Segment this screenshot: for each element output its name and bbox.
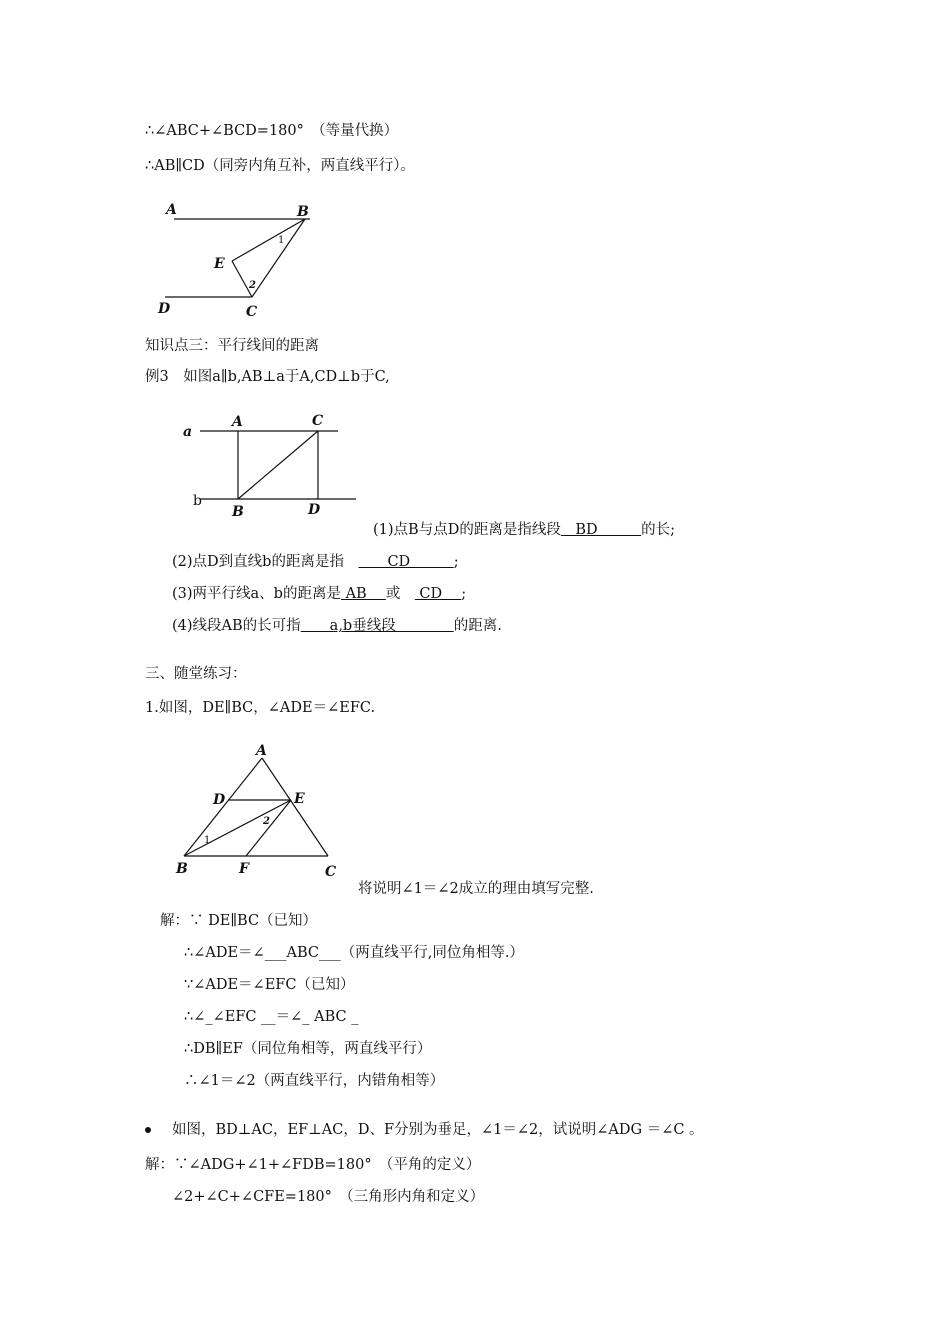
- proof-line-1: ∴∠ABC+∠BCD=180° （等量代换）: [145, 123, 399, 139]
- answer-blank-cd-2[interactable]: CD: [414, 586, 462, 602]
- solution-line-5: ∴DB∥EF（同位角相等，两直线平行）: [184, 1041, 432, 1057]
- answer-blank-abc-2[interactable]: _ ABC _: [302, 1009, 359, 1025]
- solution-line-4: ∴∠_∠EFC __＝∠_ ABC _: [184, 1009, 359, 1025]
- fig1-label-1: 1: [278, 235, 285, 246]
- example-3-text: 例3 如图a∥b,AB⊥a于A,CD⊥b于C,: [145, 369, 390, 385]
- solution-line-3: ∵∠ADE＝∠EFC（已知）: [184, 977, 355, 993]
- fig3-label-A: A: [256, 743, 267, 759]
- solution-line-6: ∴∠1＝∠2（两直线平行，内错角相等）: [184, 1073, 445, 1089]
- fig1-label-C: C: [246, 304, 258, 320]
- fig2-label-A: A: [232, 414, 243, 430]
- fig2-label-a: a: [183, 424, 193, 440]
- fig3-label-E: E: [294, 791, 305, 807]
- fig1-label-B: B: [297, 204, 309, 220]
- fig2-label-D: D: [308, 502, 321, 518]
- fig3-label-B: B: [176, 861, 188, 877]
- fig3-label-2: 2: [263, 816, 270, 827]
- fig2-label-B: B: [232, 504, 244, 520]
- answer-blank-bd[interactable]: BD: [560, 522, 642, 538]
- practice-problem-1: 1.如图，DE∥BC，∠ADE＝∠EFC.: [145, 700, 376, 716]
- fig2-label-C: C: [312, 413, 324, 429]
- problem-2-solution-2: ∠2+∠C+∠CFE=180° （三角形内角和定义）: [172, 1189, 485, 1205]
- fig3-label-C: C: [325, 864, 337, 880]
- bullet-icon: [145, 1127, 151, 1133]
- fig1-label-A: A: [166, 202, 177, 218]
- fig1-label-E: E: [214, 256, 225, 272]
- question-1: (1)点B与点D的距离是指线段 BD 的长;: [373, 522, 675, 538]
- practice-heading: 三、随堂练习：: [145, 666, 247, 682]
- fig3-label-D: D: [213, 792, 226, 808]
- answer-blank-abc[interactable]: ___ABC___: [264, 945, 341, 961]
- fig1-label-2: 2: [249, 280, 256, 291]
- figure-parallel-distance: [180, 405, 360, 520]
- problem-2-text: 如图，BD⊥AC，EF⊥AC，D、F分别为垂足，∠1＝∠2，试说明∠ADG ＝∠C 。: [172, 1122, 704, 1138]
- figure-triangle-de-bc: [170, 740, 350, 882]
- question-3: (3)两平行线a、b的距离是 AB 或 CD ;: [172, 586, 467, 602]
- fig2-label-b: b: [193, 493, 202, 509]
- answer-blank-cd[interactable]: CD: [358, 554, 454, 570]
- proof-line-2: ∴AB∥CD（同旁内角互补，两直线平行）。: [145, 158, 416, 174]
- answer-blank-ab[interactable]: AB: [340, 586, 386, 602]
- fig3-label-F: F: [239, 861, 249, 877]
- knowledge-point-heading: 知识点三：平行线间的距离: [145, 338, 319, 354]
- solution-line-1: 解：∵ DE∥BC（已知）: [160, 913, 318, 929]
- problem-2-solution-1: 解：∵∠ADG+∠1+∠FDB=180° （平角的定义）: [145, 1157, 481, 1173]
- question-2: (2)点D到直线b的距离是指 CD ;: [172, 554, 459, 570]
- question-4: (4)线段AB的长可指 a,b垂线段 的距离.: [172, 618, 502, 634]
- answer-blank-perpendicular[interactable]: a,b垂线段: [300, 618, 454, 634]
- fig1-label-D: D: [158, 301, 171, 317]
- fig3-label-1: 1: [204, 835, 211, 846]
- practice-instruction: 将说明∠1＝∠2成立的理由填写完整.: [358, 881, 594, 897]
- solution-line-2: ∴∠ADE＝∠___ABC___（两直线平行,同位角相等.）: [184, 945, 524, 961]
- answer-blank-efc[interactable]: _∠EFC __: [205, 1009, 276, 1025]
- figure-parallel-lines-triangle: [150, 195, 340, 320]
